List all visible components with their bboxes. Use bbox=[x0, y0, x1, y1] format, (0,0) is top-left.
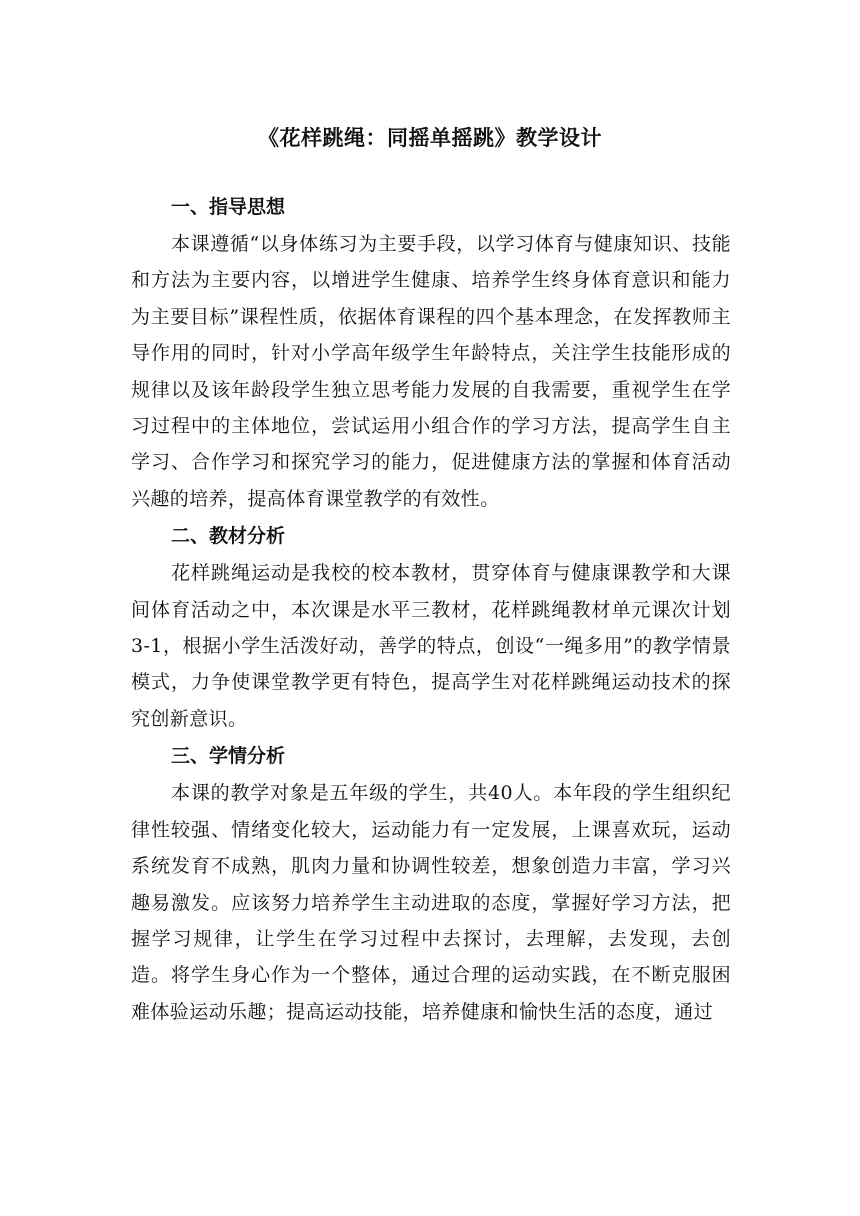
section-student-analysis bbox=[131, 737, 731, 1030]
section-heading: 二、教材分析 bbox=[171, 525, 286, 548]
section-textbook-analysis bbox=[131, 517, 731, 737]
section-heading: 一、指导思想 bbox=[171, 196, 286, 218]
section-paragraph: 花样跳绳运动是我校的校本教材，贯穿体育与健康课教学和大课间体育活动之中，本次课是水平三教材，花样跳绳教材单元课次计划3-1，根据小学生活泼好动，善学的特点，创设“一绳多用”的教学情景模式，力争使课堂教学更有特色，提高学生对花样跳绳运动技术的探究创新意识。 bbox=[131, 562, 731, 730]
document-title: 《花样跳绳：同摇单摇跳》教学设计 bbox=[258, 125, 602, 150]
section-paragraph: 本课遵循“以身体练习为主要手段，以学习体育与健康知识、技能和方法为主要内容，以增进学生健康、培养学生终身体育意识和能力为主要目标”课程性质，依据体育课程的四个基本理念，在发挥教师主导作用的同时，针对小学高年级学生年龄特点，关注学生技能形成的规律以及该年龄段学生独立思考能力发展的自我需要，重视学生在学习过程中的主体地位，尝试运用小组合作的学习方法，提高学生自主学习、合作学习和探究学习的能力，促进健康方法的掌握和体育活动兴趣的培养，提高体育课堂教学的有效性。 bbox=[131, 233, 731, 510]
document-body bbox=[131, 188, 731, 1030]
section-paragraph: 本课的教学对象是五年级的学生，共40人。本年段的学生组织纪律性较强、情绪变化较大，运动能力有一定发展，上课喜欢玩，运动系统发育不成熟，肌肉力量和协调性较差，想象创造力丰富，学习兴趣易激发。应该努力培养学生主动进取的态度，掌握好学习方法，把握学习规律，让学生在学习过程中去探讨，去理解，去发现，去创造。将学生身心作为一个整体，通过合理的运动实践，在不断克服困难体验运动乐趣；提高运动技能，培养健康和愉快生活的态度，通过 bbox=[131, 782, 731, 1023]
section-heading: 三、学情分析 bbox=[171, 745, 286, 768]
section-guiding-ideology bbox=[131, 188, 731, 517]
